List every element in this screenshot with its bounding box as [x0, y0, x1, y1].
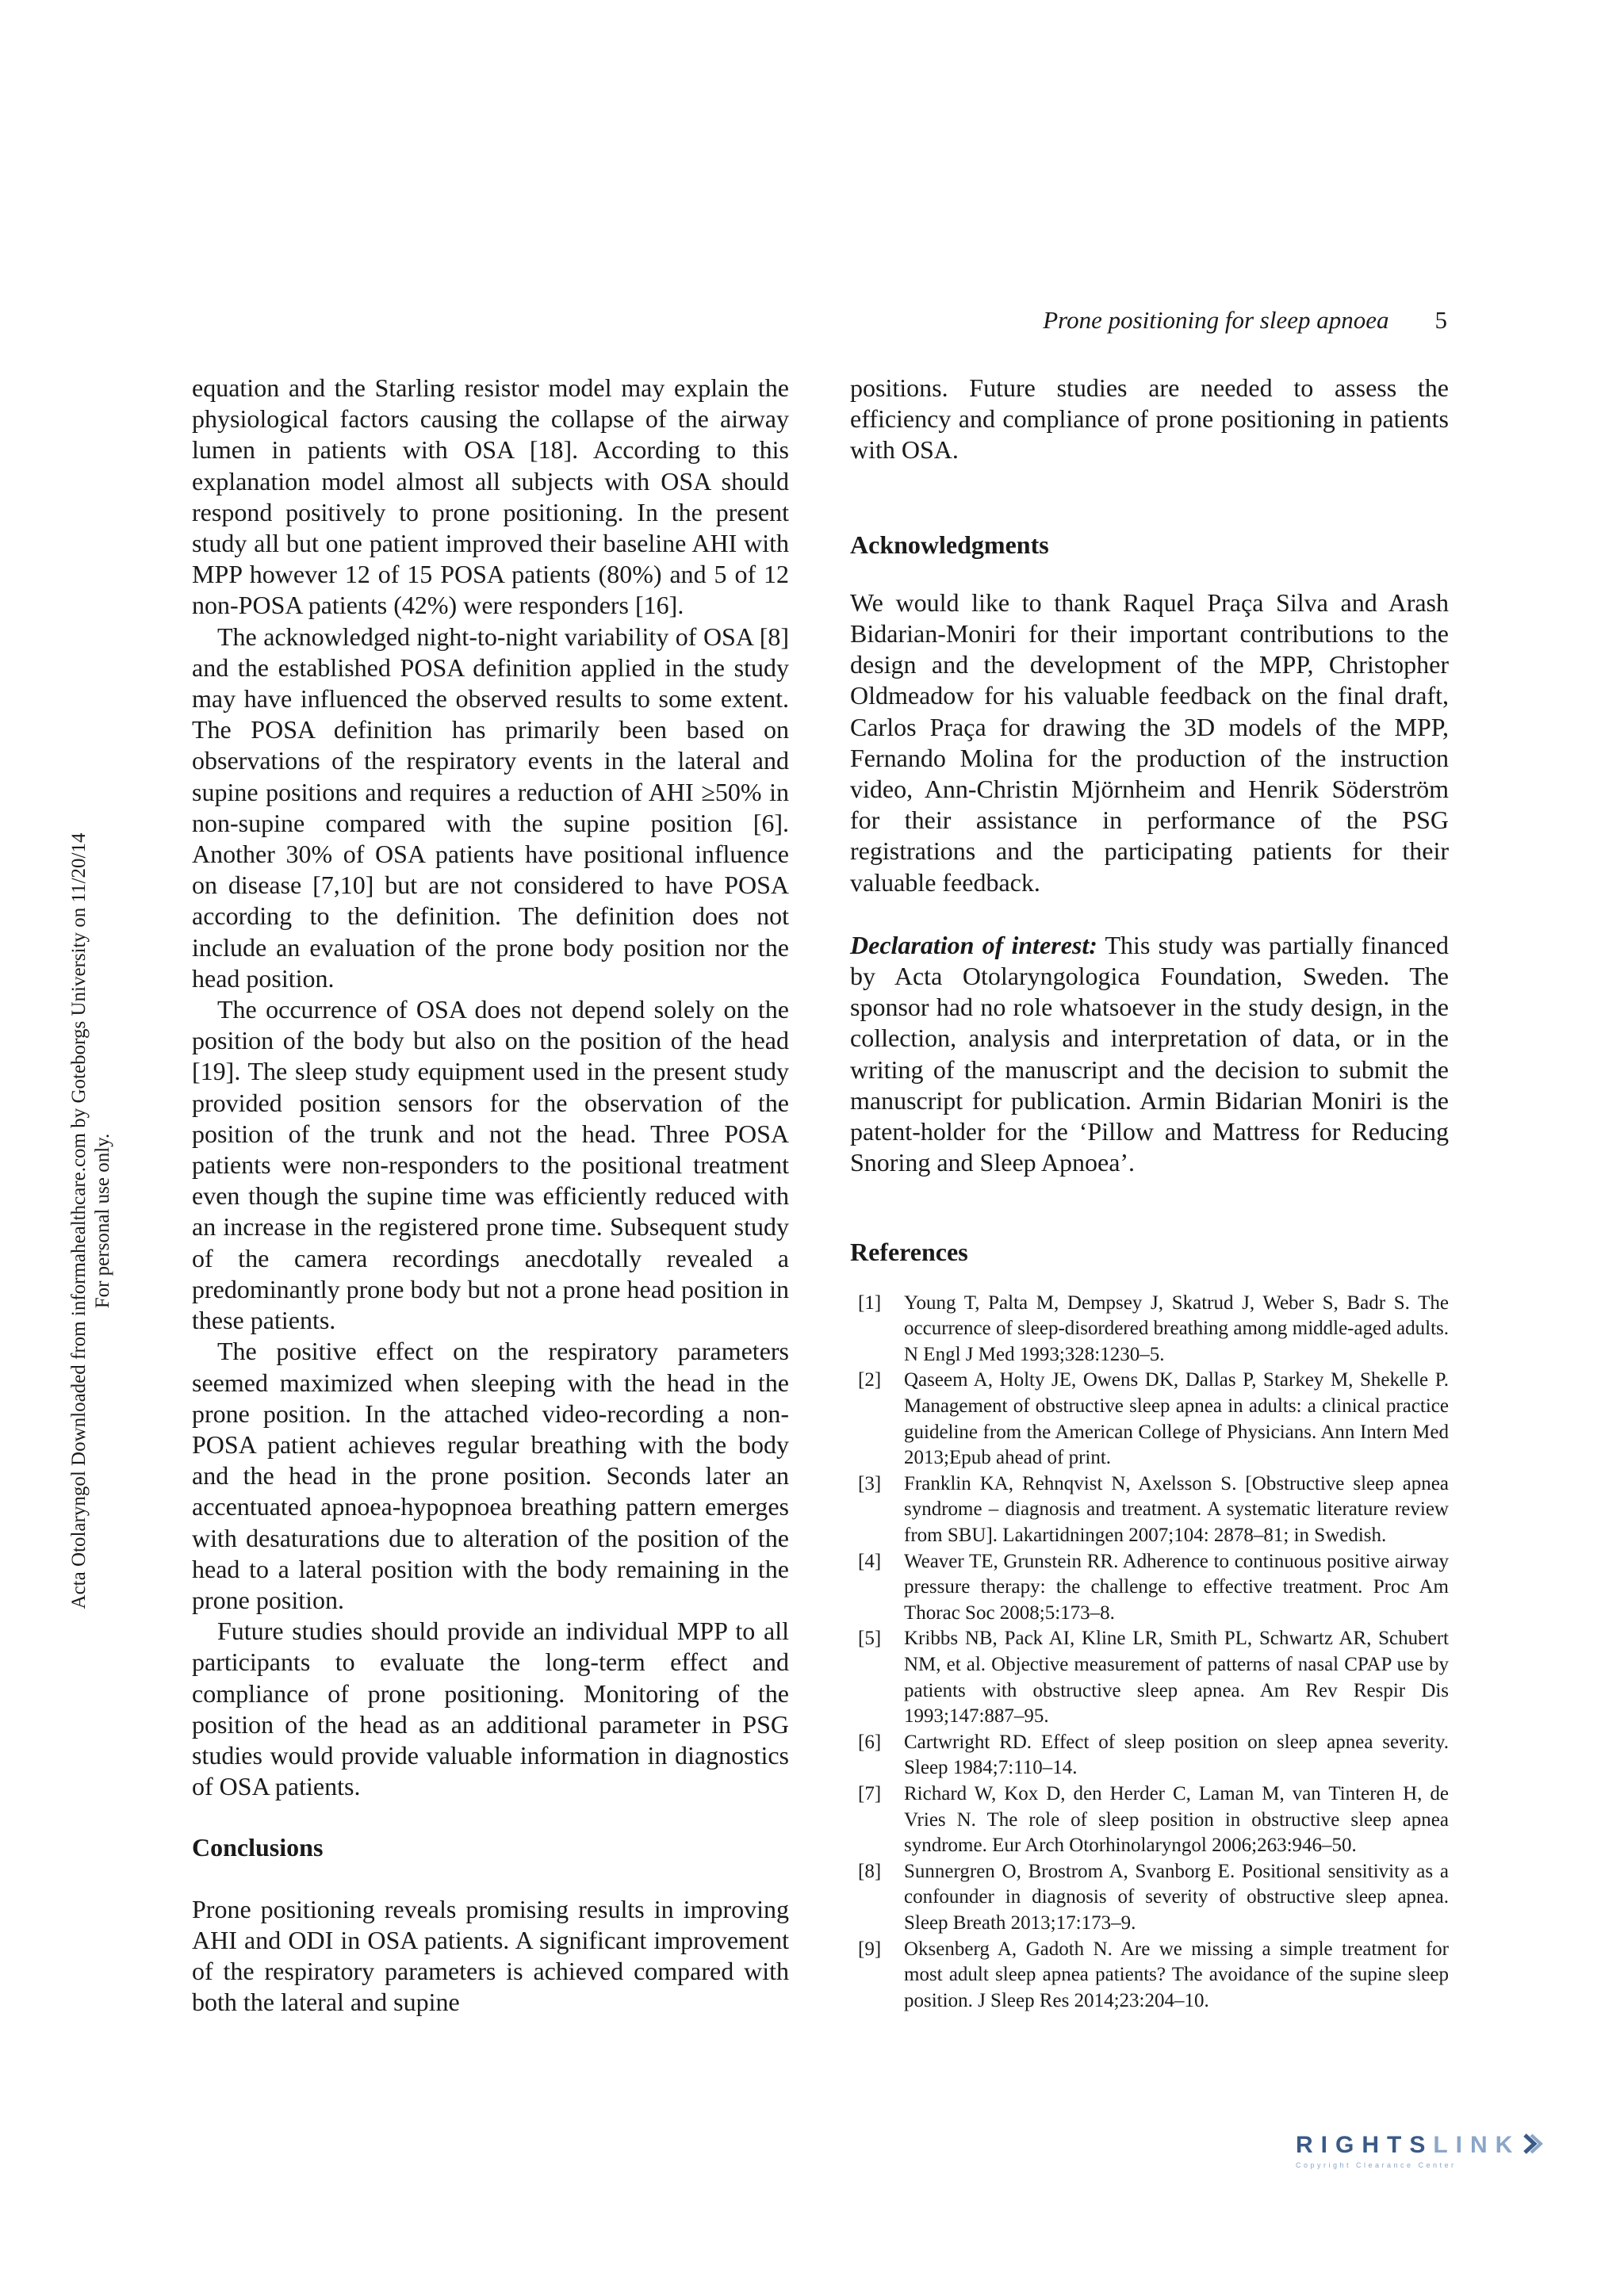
- reference-item: [850, 1549, 1449, 1627]
- rightslink-arrow-icon: [1520, 2132, 1544, 2156]
- reference-item: [850, 1471, 1449, 1549]
- declaration-text: This study was partially financed by Acta Otolaryngologica Foundation, Sweden. The sponsor had no role whatsoever in the study design, in the collection, analysis and interpretation of data, or in the writing of the manuscript and the decision to submit the manuscript for publication. Armin Bidarian Moniri is the patent-holder for the ‘Pillow and Mattress for Reducing Snoring and Sleep Apnoea’.: [850, 930, 1450, 1177]
- reference-text: Oksenberg A, Gadoth N. Are we missing a simple treatment for most adult sleep apnea patients? The avoidance of the supine sleep position. J Sleep Res 2014;23:204–10.: [904, 1938, 1449, 2011]
- download-notice-line1: Acta Otolaryngol Downloaded from informahealthcare.com by Goteborgs University on 11/20/14: [68, 832, 90, 1609]
- reference-text: Weaver TE, Grunstein RR. Adherence to continuous positive airway pressure therapy: the challenge to effective treatment. Proc Am Thorac Soc 2008;5:173–8.: [904, 1550, 1449, 1624]
- reference-number: [8]: [858, 1860, 882, 1882]
- reference-number: [6]: [858, 1731, 882, 1753]
- running-header: [848, 304, 1447, 336]
- rightslink-logo[interactable]: [1296, 2131, 1597, 2179]
- acknowledgments-paragraph: We would like to thank Raquel Praça Silva and Arash Bidarian-Moniri for their important contributions to the design and the development of the MPP, Christopher Oldmeadow for his valuable feedback on the final draft, Carlos Praça for drawing the 3D models of the MPP, Fernando Molina for the production of the instruction video, Ann-Christin Mjörnheim and Henrik Söderström for their assistance in performance of the PSG registrations and the participating patients for their valuable feedback.: [850, 587, 1449, 897]
- declaration-of-interest: [850, 930, 1449, 1179]
- paragraph: The positive effect on the respiratory parameters seemed maximized when sleeping with the head in the prone position. In the attached video-recording a non-POSA patient achieves regular breathing with the body and the head in the prone position. Seconds later an accentuated apnoea-hypopnoea breathing pattern emerges with desaturations due to alteration of the position of the head to a lateral position with the body remaining in the prone position.: [192, 1337, 789, 1614]
- reference-number: [9]: [858, 1938, 882, 1960]
- rightslink-tagline: Copyright Clearance Center: [1296, 2161, 1457, 2169]
- rightslink-wordmark: [1296, 2131, 1597, 2160]
- reference-text: Sunnergren O, Brostrom A, Svanborg E. Positional sensitivity as a confounder in diagnosis of severity of obstructive sleep apnea. Sleep Breath 2013;17:173–9.: [904, 1860, 1449, 1934]
- paragraph: The acknowledged night-to-night variability of OSA [8] and the established POSA definition applied in the study may have influenced the observed results to some extent. The POSA definition has primarily been based on observations of the respiratory events in the lateral and supine positions and requires a reduction of AHI ≥50% in non-supine compared with the supine position [6]. Another 30% of OSA patients have positional influence on disease [7,10] but are not considered to have POSA according to the definition. The definition does not include an evaluation of the prone body position nor the head position.: [192, 622, 789, 993]
- reference-list: [850, 1291, 1449, 2015]
- reference-item: [850, 1730, 1449, 1781]
- reference-item: [850, 1859, 1449, 1937]
- paragraph: Future studies should provide an individual MPP to all participants to evaluate the long-term effect and compliance of prone positioning. Monitoring of the position of the head as an additional parameter in PSG studies would provide valuable information in diagnostics of OSA patients.: [192, 1617, 789, 1801]
- reference-number: [2]: [858, 1369, 882, 1391]
- reference-item: [850, 1937, 1449, 2015]
- reference-item: [850, 1626, 1449, 1729]
- references-heading: References: [850, 1238, 968, 1267]
- reference-number: [4]: [858, 1550, 882, 1572]
- reference-text: Richard W, Kox D, den Herder C, Laman M, van Tinteren H, de Vries N. The role of sleep position in obstructive sleep apnea syndrome. Eur Arch Otorhinolaryngol 2006;263:946–50.: [904, 1782, 1449, 1857]
- download-notice-line2: For personal use only.: [92, 1133, 113, 1309]
- reference-number: [7]: [858, 1782, 882, 1804]
- left-column: [192, 373, 789, 2018]
- download-notice: [40, 825, 143, 1617]
- reference-text: Franklin KA, Rehnqvist N, Axelsson S. [Obstructive sleep apnea syndrome – diagnosis and treatment. A systematic literature review from SBU]. Lakartidningen 2007;104: 2878–81; in Swedish.: [904, 1472, 1449, 1547]
- conclusions-paragraph: Prone positioning reveals promising results in improving AHI and ODI in OSA patients. A significant improvement of the respiratory parameters is achieved compared with both the lateral and supine: [192, 1894, 789, 2017]
- paragraph: equation and the Starling resistor model may explain the physiological factors causing the collapse of the airway lumen in patients with OSA [18]. According to this explanation model almost all subjects with OSA should respond positively to prone positioning. In the present study all but one patient improved their baseline AHI with MPP however 12 of 15 POSA patients (80%) and 5 of 12 non-POSA patients (42%) were responders [16].: [192, 373, 789, 620]
- conclusions-heading: Conclusions: [192, 1833, 324, 1862]
- reference-number: [1]: [858, 1292, 882, 1314]
- reference-number: [3]: [858, 1472, 882, 1494]
- page-number: 5: [1434, 306, 1447, 334]
- reference-text: Cartwright RD. Effect of sleep position on sleep apnea severity. Sleep 1984;7:110–14.: [904, 1731, 1449, 1779]
- reference-text: Young T, Palta M, Dempsey J, Skatrud J, Weber S, Badr S. The occurrence of sleep-disordered breathing among middle-aged adults. N Engl J Med 1993;328:1230–5.: [904, 1292, 1449, 1365]
- reference-text: Qaseem A, Holty JE, Owens DK, Dallas P, Starkey M, Shekelle P. Management of obstructive sleep apnea in adults: a clinical practice guideline from the American College of Physicians. Ann Intern Med 2013;Epub ahead of print.: [904, 1369, 1449, 1469]
- right-column: [850, 373, 1449, 2014]
- reference-text: Kribbs NB, Pack AI, Kline LR, Smith PL, Schwartz AR, Schubert NM, et al. Objective measurement of patterns of nasal CPAP use by patients with obstructive sleep apnea. Am Rev Respir Dis 1993;147:887–95.: [904, 1628, 1449, 1728]
- rightslink-word-link: LINK: [1433, 2132, 1521, 2158]
- rightslink-word-rights: RIGHTS: [1296, 2132, 1434, 2158]
- paragraph: positions. Future studies are needed to assess the efficiency and compliance of prone positioning in patients with OSA.: [850, 373, 1449, 465]
- reference-number: [5]: [858, 1628, 882, 1650]
- reference-item: [850, 1781, 1449, 1859]
- reference-item: [850, 1291, 1449, 1368]
- paragraph: The occurrence of OSA does not depend solely on the position of the body but also on the position of the head [19]. The sleep study equipment used in the present study provided position sensors for the observation of the position of the trunk and not the head. Three POSA patients were non-responders to the positional treatment even though the supine time was efficiently reduced with an increase in the registered prone time. Subsequent study of the camera recordings anecdotally revealed a predominantly prone body but not a prone head position in these patients.: [192, 995, 789, 1335]
- reference-item: [850, 1368, 1449, 1471]
- running-title: Prone positioning for sleep apnoea: [1043, 306, 1389, 334]
- acknowledgments-heading: Acknowledgments: [850, 530, 1049, 559]
- declaration-label: Declaration of interest:: [850, 930, 1097, 959]
